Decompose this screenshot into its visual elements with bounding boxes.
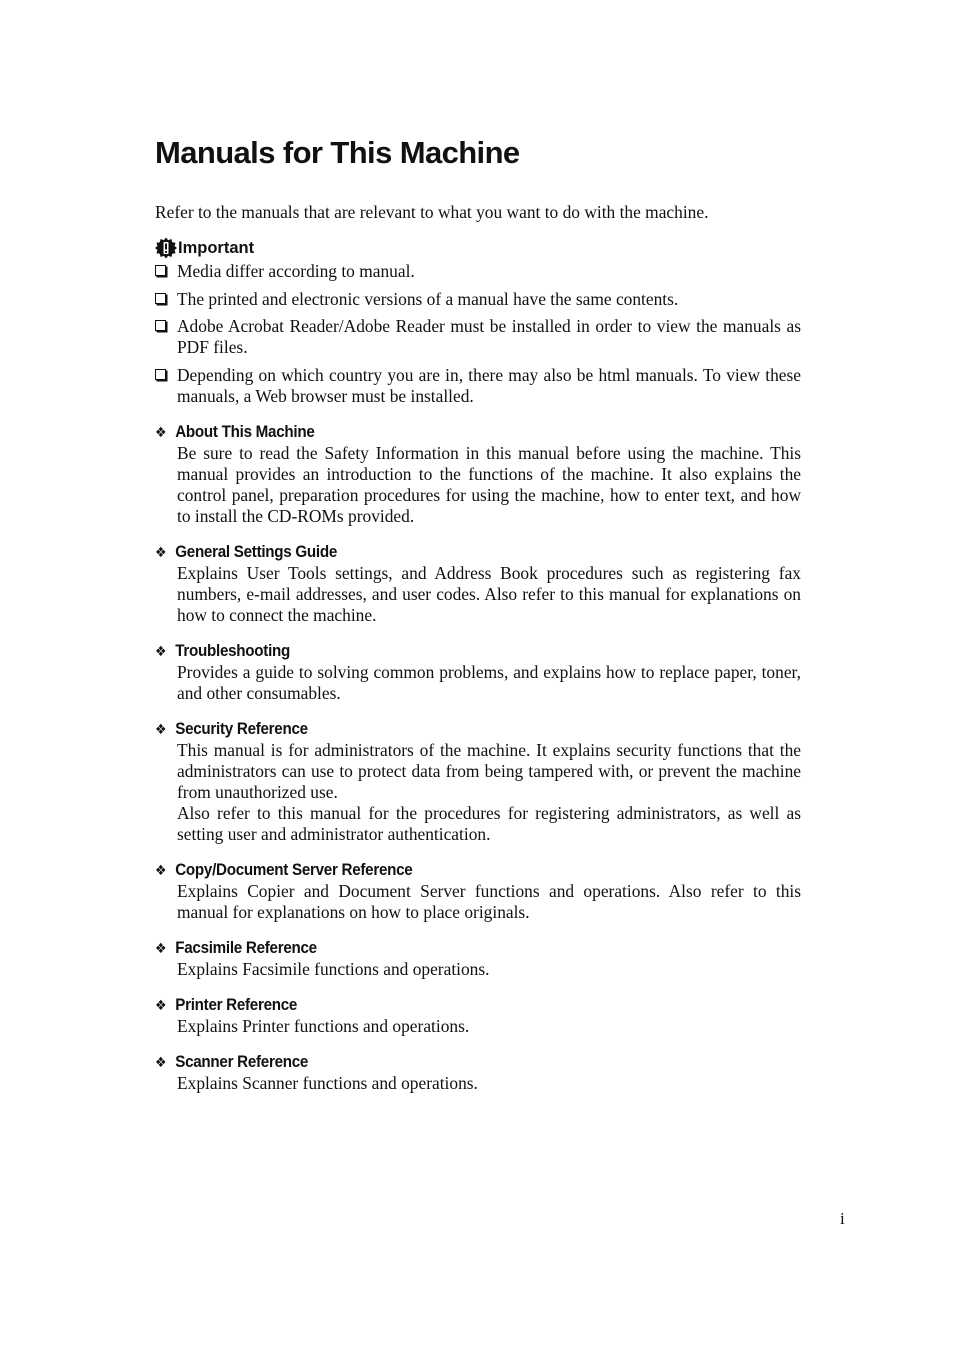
- section-body: [155, 443, 801, 527]
- list-item: The printed and electronic versions of a manual have the same contents.: [155, 289, 801, 310]
- section-paragraph: Be sure to read the Safety Information in this manual before using the machine. This manual provides an introduction to the functions of the machine. It also explains the control panel, preparation procedures for using the machine, how to enter text, and how to install the CD-ROMs provided.: [177, 443, 801, 526]
- section-heading: ❖ Printer Reference: [155, 996, 298, 1014]
- section-heading: ❖ Copy/Document Server Reference: [155, 861, 413, 879]
- section-paragraph: Provides a guide to solving common problems, and explains how to replace paper, toner, and other consumables.: [177, 662, 801, 703]
- four-diamond-bullet-icon: ❖: [155, 997, 167, 1013]
- section-troubleshooting: [155, 640, 801, 704]
- list-item: Media differ according to manual.: [155, 261, 801, 282]
- four-diamond-bullet-icon: ❖: [155, 424, 167, 440]
- four-diamond-bullet-icon: ❖: [155, 940, 167, 956]
- section-paragraph: Explains Printer functions and operations.: [177, 1016, 470, 1036]
- list-item: Depending on which country you are in, there may also be html manuals. To view these manuals, a Web browser must be installed.: [155, 365, 801, 407]
- section-heading: ❖ Security Reference: [155, 720, 308, 738]
- four-diamond-bullet-icon: ❖: [155, 643, 167, 659]
- checkbox-icon: [155, 293, 166, 304]
- section-paragraph: This manual is for administrators of the machine. It explains security functions that the administrators can use to protect data from being tampered with, or prevent the machine from unauthorized use.: [177, 740, 801, 802]
- section-paragraph: Explains User Tools settings, and Address Book procedures such as registering fax numbers, e-mail addresses, and user codes. Also refer to this manual for explanations on how to connect the machine.: [177, 563, 801, 625]
- section-general-settings-guide: [155, 541, 801, 626]
- intro-text: Refer to the manuals that are relevant to what you want to do with the machine.: [155, 202, 709, 222]
- four-diamond-bullet-icon: ❖: [155, 862, 167, 878]
- section-body: [155, 563, 801, 626]
- section-security-reference: [155, 718, 801, 845]
- four-diamond-bullet-icon: ❖: [155, 721, 167, 737]
- important-list: [155, 261, 801, 413]
- section-about-this-machine: [155, 421, 801, 527]
- section-heading: ❖ General Settings Guide: [155, 543, 338, 561]
- section-copy-document-server-reference: [155, 859, 801, 923]
- section-heading: ❖ Troubleshooting: [155, 642, 291, 660]
- section-heading: ❖ Scanner Reference: [155, 1053, 309, 1071]
- important-label: Important: [178, 239, 255, 257]
- section-printer-reference: [155, 994, 801, 1037]
- checkbox-icon: [155, 265, 166, 276]
- section-body: [155, 662, 801, 704]
- section-paragraph: Explains Scanner functions and operations.: [177, 1073, 478, 1093]
- section-body: [155, 1073, 801, 1094]
- important-heading: [155, 237, 254, 259]
- section-body: [155, 959, 801, 980]
- list-item: Adobe Acrobat Reader/Adobe Reader must be installed in order to view the manuals as PDF files.: [155, 316, 801, 358]
- section-body: [155, 740, 801, 845]
- section-body: [155, 881, 801, 923]
- section-scanner-reference: [155, 1051, 801, 1094]
- section-facsimile-reference: [155, 937, 801, 980]
- important-badge-icon: [155, 237, 177, 259]
- page-number: i: [840, 1209, 845, 1228]
- checkbox-icon: [155, 320, 166, 331]
- four-diamond-bullet-icon: ❖: [155, 1054, 167, 1070]
- checkbox-icon: [155, 369, 166, 380]
- four-diamond-bullet-icon: ❖: [155, 544, 167, 560]
- section-body: [155, 1016, 801, 1037]
- section-heading: ❖ Facsimile Reference: [155, 939, 317, 957]
- section-heading: ❖ About This Machine: [155, 423, 315, 441]
- section-paragraph: Explains Copier and Document Server functions and operations. Also refer to this manual for explanations on how to place originals.: [177, 881, 801, 922]
- section-paragraph: Explains Facsimile functions and operations.: [177, 959, 490, 979]
- section-paragraph: Also refer to this manual for the procedures for registering administrators, as well as setting user and administrator authentication.: [177, 803, 801, 844]
- manual-sections: [155, 421, 801, 1108]
- page-title: Manuals for This Machine: [155, 135, 520, 170]
